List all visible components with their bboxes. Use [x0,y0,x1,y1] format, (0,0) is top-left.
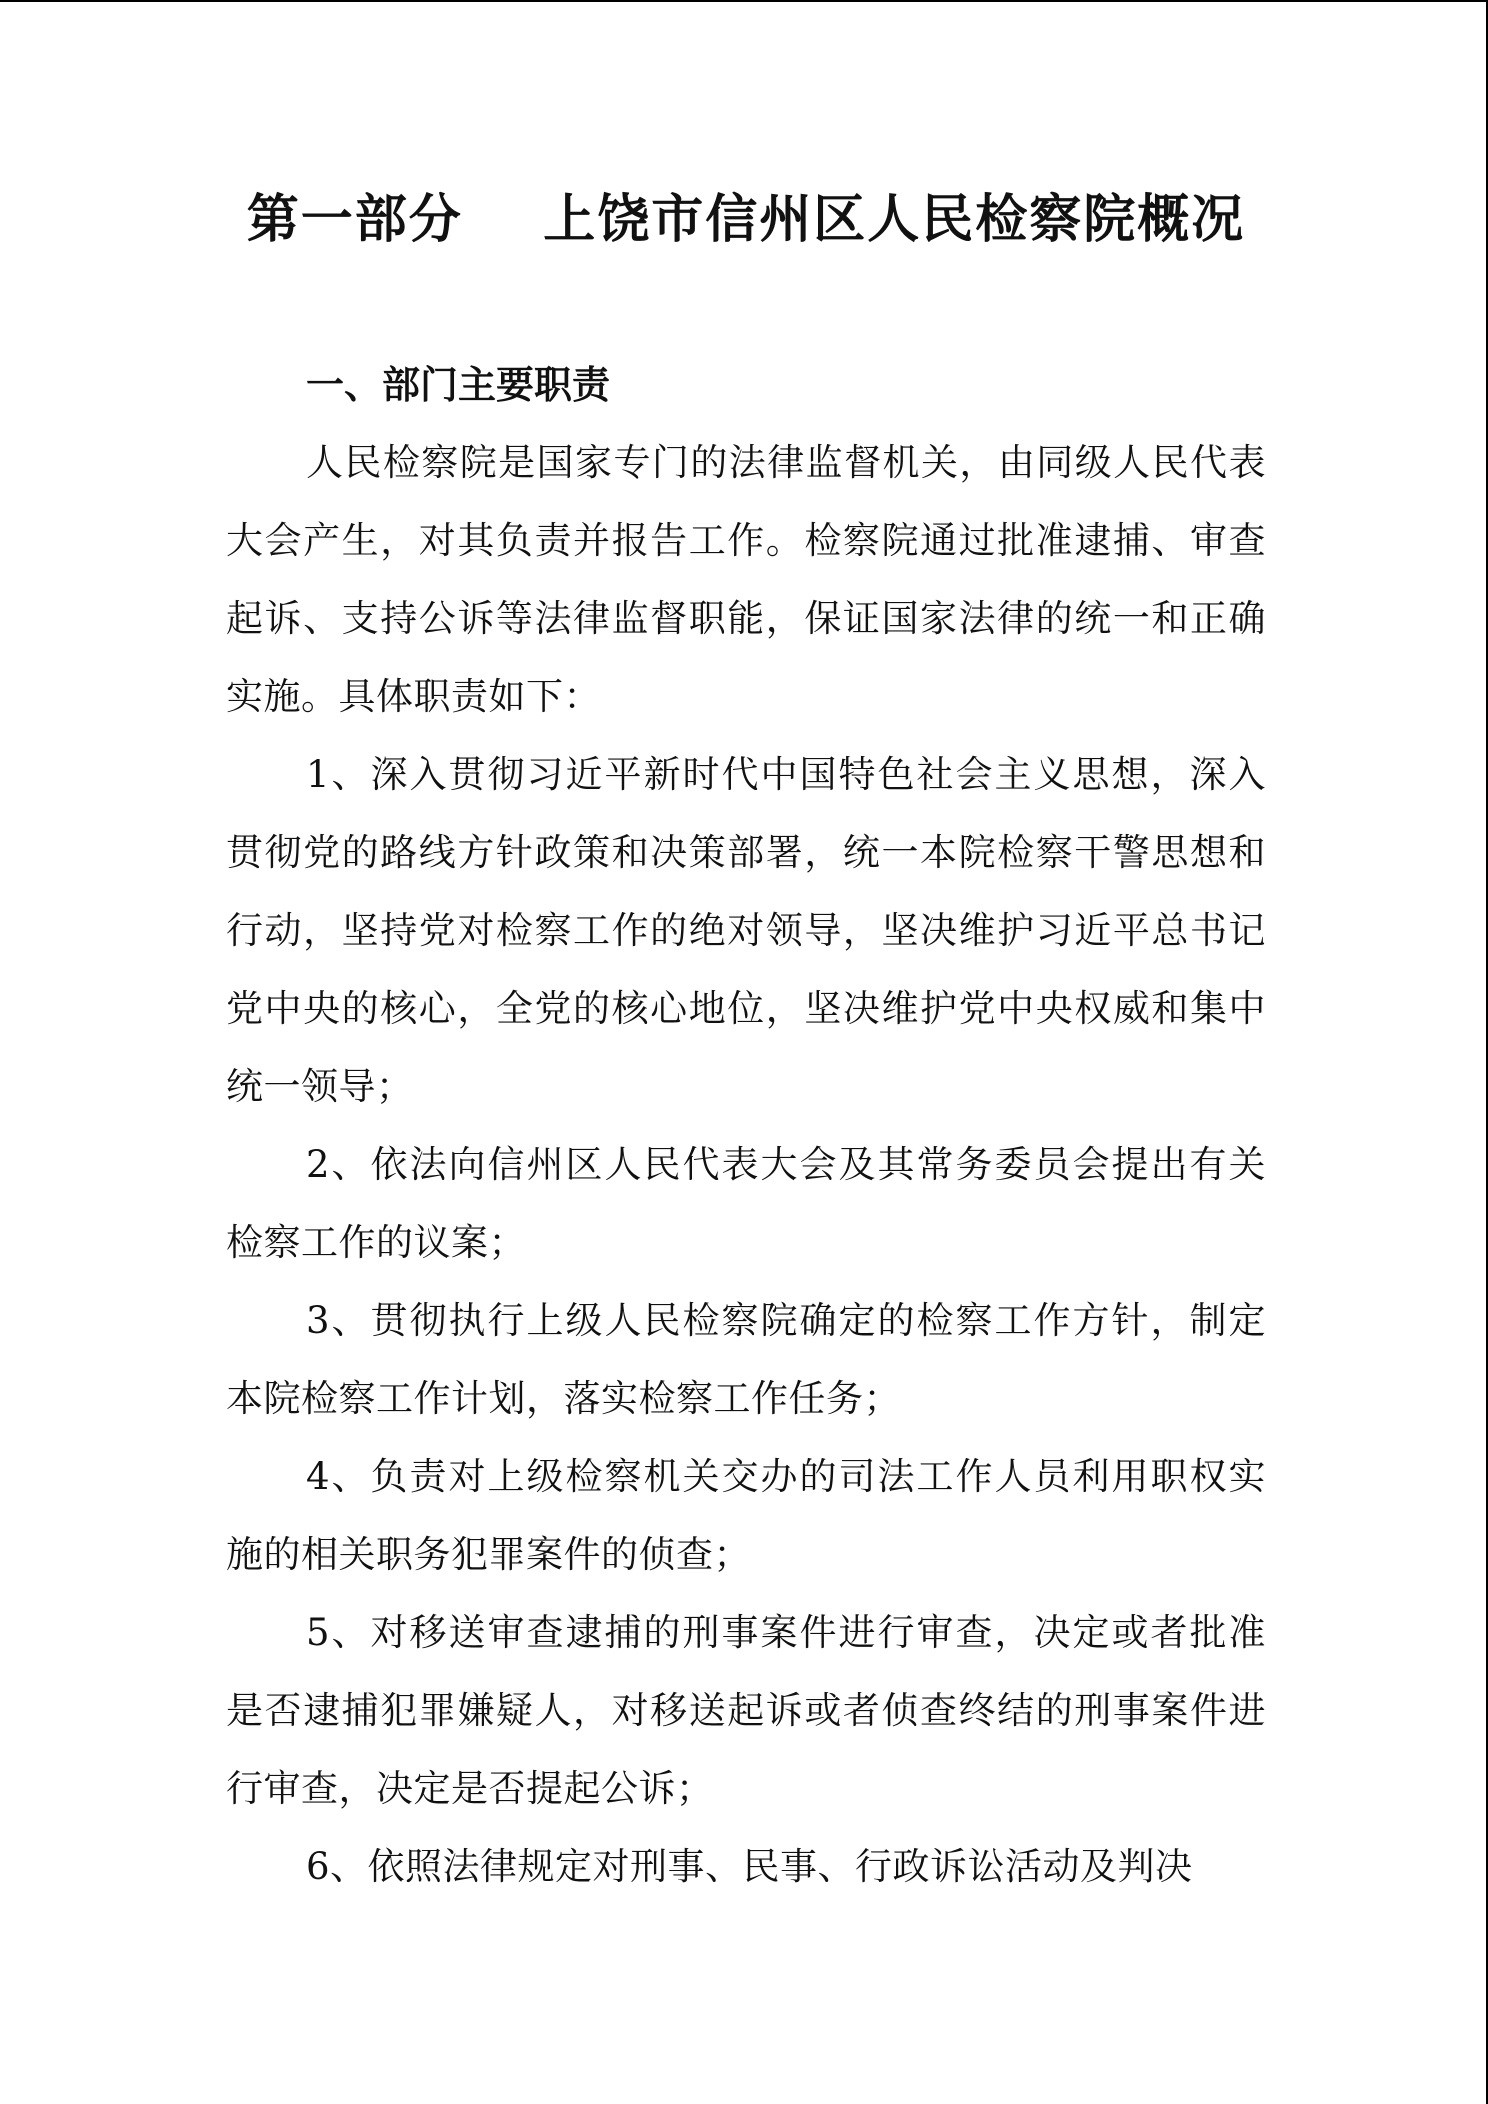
section-heading: 一、部门主要职责 [306,363,611,407]
duty-item-3: 3、贯彻执行上级人民检察院确定的检察工作方针，制定本院检察工作计划，落实检察工作任务； [226,1299,1266,1420]
document-title: 第一部分 上饶市信州区人民检察院概况 [246,190,1246,250]
intro-paragraph: 人民检察院是国家专门的法律监督机关，由同级人民代表大会产生，对其负责并报告工作。检察院通过批准逮捕、审查起诉、支持公诉等法律监督职能，保证国家法律的统一和正确实施。具体职责如下： [226,441,1266,718]
duty-item-5: 5、对移送审查逮捕的刑事案件进行审查，决定或者批准是否逮捕犯罪嫌疑人，对移送起诉或者侦查终结的刑事案件进行审查，决定是否提起公诉； [226,1611,1266,1810]
duty-item-6: 6、依照法律规定对刑事、民事、行政诉讼活动及判决 [306,1845,1193,1888]
duty-item-1: 1、深入贯彻习近平新时代中国特色社会主义思想，深入贯彻党的路线方针政策和决策部署，统一本院检察干警思想和行动，坚持党对检察工作的绝对领导，坚决维护习近平总书记党中央的核心，全党的核心地位，坚决维护党中央权威和集中统一领导； [226,753,1266,1108]
duty-item-4: 4、负责对上级检察机关交办的司法工作人员利用职权实施的相关职务犯罪案件的侦查； [226,1455,1266,1576]
page-border-top [0,0,1488,2]
document-body [226,180,1266,1906]
duty-item-2: 2、依法向信州区人民代表大会及其常务委员会提出有关检察工作的议案； [226,1143,1266,1264]
